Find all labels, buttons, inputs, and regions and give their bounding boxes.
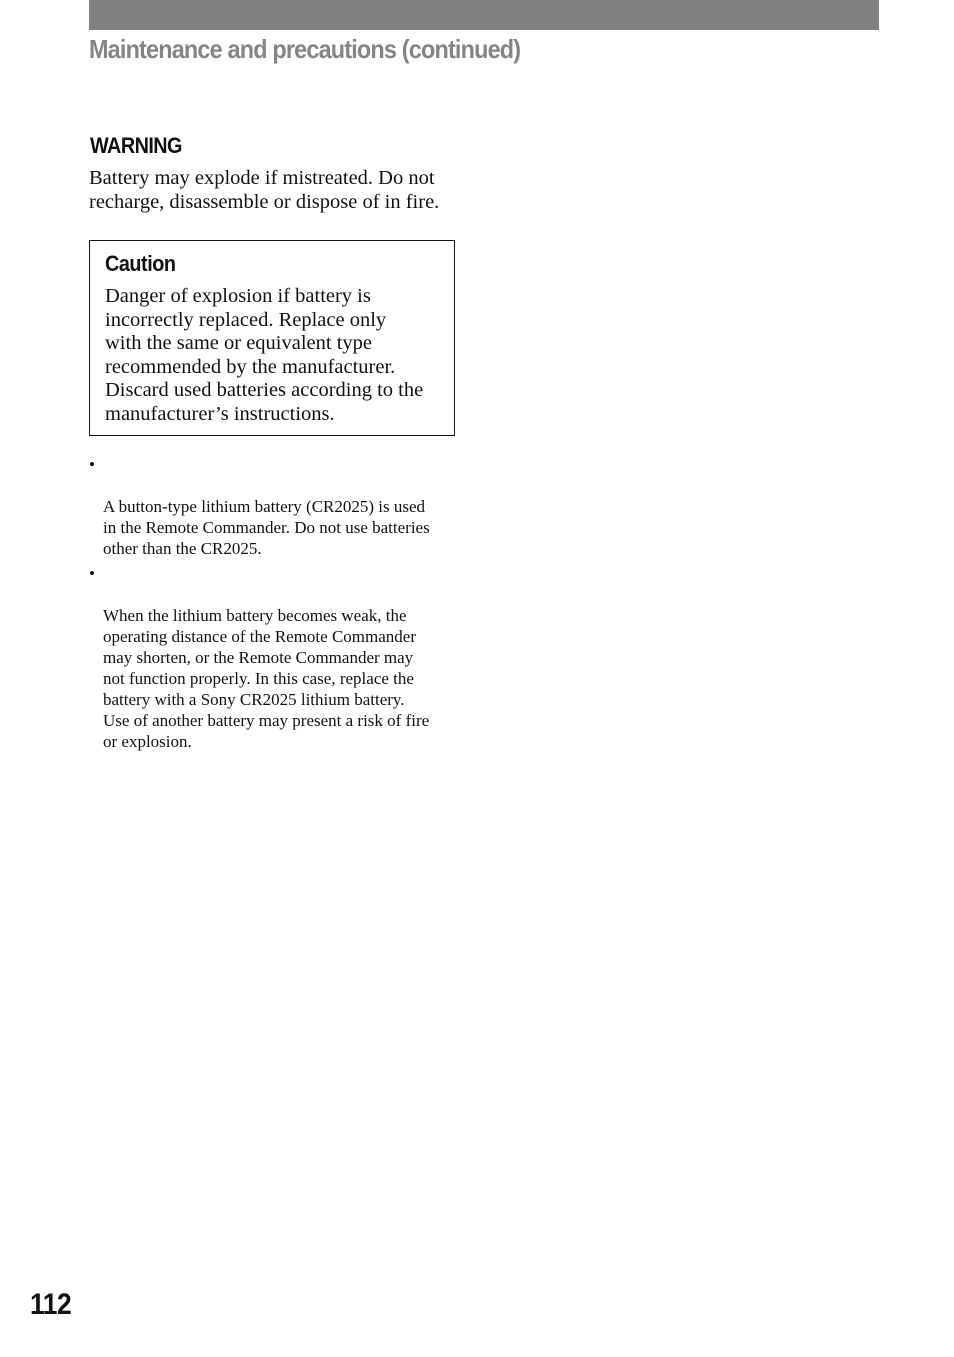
list-item-text: A button-type lithium battery (CR2025) is used in the Remote Commander. Do not use batteries other than the CR2025. xyxy=(103,497,430,558)
list-item xyxy=(89,454,461,559)
list-item-text: When the lithium battery becomes weak, the operating distance of the Remote Commander may shorten, or the Remote Commander may not function properly. In this case, replace the battery with a Sony CR2025 lithium battery. Use of another battery may present a risk of fire or explosion. xyxy=(103,606,430,751)
caution-text: Danger of explosion if battery is incorrectly replaced. Replace only with the same or equivalent type recommended by the manufacturer. Discard used batteries according to the manufacturer’s instructions. xyxy=(105,285,424,425)
warning-heading: WARNING xyxy=(90,133,182,158)
caution-heading: Caution xyxy=(105,251,176,276)
section-title: Maintenance and precautions (continued) xyxy=(89,34,521,64)
bullet-icon: • xyxy=(89,564,95,583)
list-item xyxy=(89,563,461,752)
page-number: 112 xyxy=(30,1288,72,1321)
caution-box xyxy=(89,240,455,436)
warning-text: Battery may explode if mistreated. Do not recharge, disassemble or dispose of in fire. xyxy=(89,167,440,213)
bullet-icon: • xyxy=(89,455,95,474)
header-bar xyxy=(89,0,879,30)
battery-notes-list xyxy=(89,454,461,756)
